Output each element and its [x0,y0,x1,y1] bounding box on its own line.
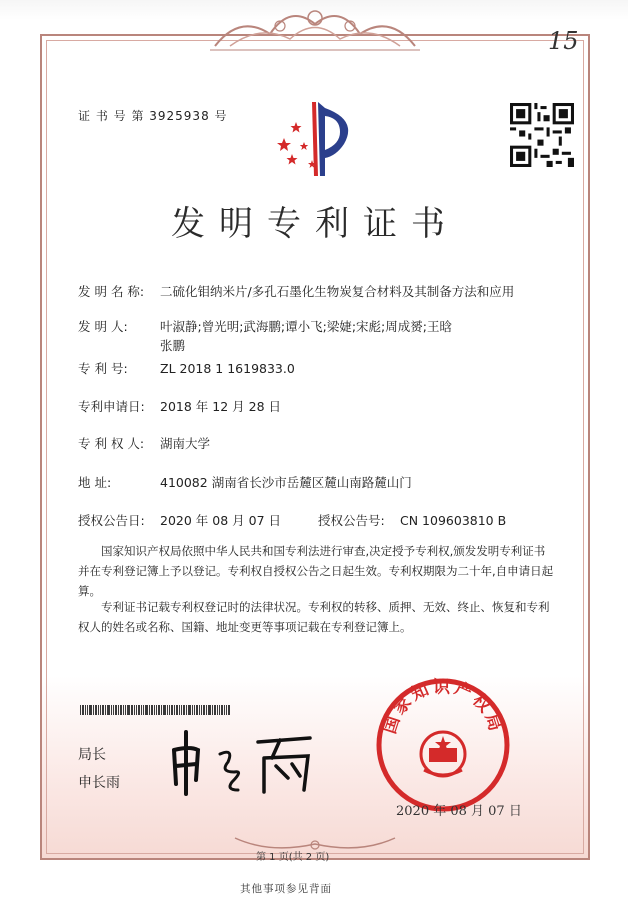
director-name: 申长雨 [78,775,120,791]
barcode-stripe [217,705,218,715]
grant-number-label: 授权公告号: [318,513,385,528]
barcode-stripe [125,705,126,715]
application-date-field [78,398,281,416]
invention-name-field [78,283,514,301]
patentee-label: 专 利 权 人: [78,436,145,451]
application-date-label: 专利申请日: [78,399,145,414]
invention-name-label: 发 明 名 称: [78,284,145,299]
page-count: 第 1 页(共 2 页) [256,852,330,863]
barcode-stripe [100,705,101,715]
barcode-stripe [203,705,205,715]
director-title: 局长 [78,747,106,763]
barcode-stripe [214,705,216,715]
grant-date-value: 2020 年 08 月 07 日 [160,513,281,528]
barcode-stripe [181,705,182,715]
certificate-number: 证 书 号 第 3925938 号 [78,109,228,123]
barcode-stripe [118,705,119,715]
legal-status-paragraph: 专利证书记载专利权登记时的法律状况。专利权的转移、质押、无效、终止、恢复和专利权人的姓名或名称、国籍、地址变更等事项记载在专利登记簿上。 [78,600,550,634]
grant-date-field [78,512,281,530]
barcode-stripe [221,705,223,715]
barcode-stripe [199,705,200,715]
svg-text:国家知识产权局 [380,677,506,736]
barcode-stripe [107,705,110,715]
barcode-stripe [228,705,230,715]
barcode-stripe [212,705,213,715]
barcode-stripe [226,705,227,715]
barcode-stripe [95,705,97,715]
barcode-stripe [179,705,180,715]
address-label: 地 址: [78,475,112,490]
barcode-stripe [167,705,168,715]
barcode-stripe [188,705,191,715]
patent-number-value: ZL 2018 1 1619833.0 [160,361,295,376]
official-seal [374,676,512,814]
barcode-stripe [176,705,178,715]
barcode-stripe [98,705,99,715]
grant-date-label: 授权公告日: [78,513,145,528]
barcode-stripe [201,705,202,715]
inventors-value-continued: 张鹏 [160,338,186,353]
barcode-stripe [156,705,157,715]
barcode-stripe [134,705,135,715]
patent-office-logo [270,98,360,178]
barcode-stripe [115,705,117,715]
top-ornament [210,0,420,54]
barcode-stripe [219,705,220,715]
barcode-stripe [183,705,185,715]
barcode-stripe [85,705,86,715]
barcode-stripe [154,705,155,715]
barcode-stripe [111,705,112,715]
barcode-stripe [151,705,153,715]
barcode-stripe [161,705,162,715]
barcode-stripe [120,705,122,715]
barcode-stripe [123,705,124,715]
inventors-value: 叶淑静;曾光明;武海鹏;谭小飞;梁婕;宋彪;周成赟;王晗 [160,319,452,334]
barcode-stripe [145,705,148,715]
barcode-stripe [80,705,81,715]
grant-number-field [318,512,506,530]
patent-number-field [78,360,295,378]
barcode-stripe [158,705,160,715]
barcode-stripe [89,705,92,715]
barcode-stripe [196,705,198,715]
patentee-value: 湖南大学 [160,436,211,451]
barcode-stripe [186,705,187,715]
barcode-stripe [169,705,170,715]
address-value: 410082 湖南省长沙市岳麓区麓山南路麓山门 [160,475,412,490]
patent-number-label: 专 利 号: [78,361,128,376]
barcode-stripe [82,705,84,715]
barcode-stripe [141,705,142,715]
barcode-stripe [171,705,173,715]
barcode-stripe [224,705,225,715]
barcode-stripe [87,705,88,715]
barcode-stripe [206,705,207,715]
back-note: 其他事项参见背面 [240,883,332,895]
inventors-field [78,318,452,336]
qr-code [510,103,574,167]
grant-statement-paragraph: 国家知识产权局依照中华人民共和国专利法进行审查,决定授予专利权,颁发发明专利证书并在专利登记簿上予以登记。专利权自授权公告之日起生效。专利权期限为二十年,自申请日起算。 [78,544,554,598]
barcode [80,705,258,715]
barcode-stripe [93,705,94,715]
barcode-stripe [163,705,166,715]
barcode-stripe [194,705,195,715]
invention-name-value: 二硫化钼纳米片/多孔石墨化生物炭复合材料及其制备方法和应用 [160,284,515,299]
grant-number-value: CN 109603810 B [400,513,507,528]
barcode-stripe [136,705,137,715]
barcode-stripe [138,705,140,715]
barcode-stripe [127,705,130,715]
barcode-stripe [102,705,104,715]
barcode-stripe [149,705,150,715]
barcode-stripe [208,705,211,715]
director-signature [168,720,318,800]
handwritten-page-mark: 15 [548,27,579,55]
application-date-value: 2018 年 12 月 28 日 [160,399,281,414]
barcode-stripe [192,705,193,715]
address-field [78,474,412,492]
barcode-stripe [113,705,114,715]
page-title: 发明专利证书 [171,204,459,244]
seal-date: 2020 年 08 月 07 日 [396,804,522,819]
barcode-stripe [131,705,133,715]
patentee-field [78,435,210,453]
barcode-stripe [143,705,144,715]
barcode-stripe [105,705,106,715]
inventors-label: 发 明 人: [78,319,128,334]
barcode-stripe [174,705,175,715]
seal-text: 国家知识产权局 [380,677,506,737]
